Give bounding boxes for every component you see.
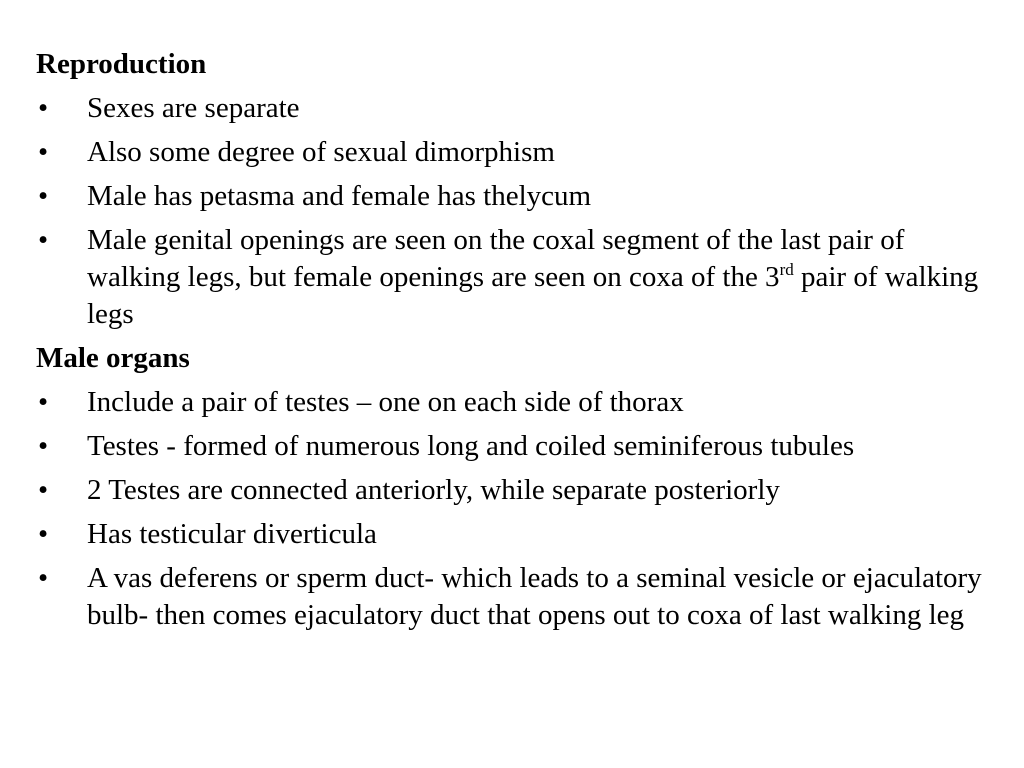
section-heading-male-organs: Male organs xyxy=(36,342,190,374)
list-item xyxy=(36,178,996,215)
list-item xyxy=(36,472,996,509)
bullet-text-tail: pair of walking legs xyxy=(87,261,979,330)
bullet-text: Include a pair of testes – one on each side of thorax xyxy=(87,386,684,418)
bullet-icon: • xyxy=(38,386,49,418)
reproduction-bullet-list xyxy=(36,90,996,333)
list-item xyxy=(36,222,996,333)
bullet-icon: • xyxy=(38,136,49,168)
section-heading-reproduction: Reproduction xyxy=(36,48,207,80)
bullet-text-main: Male genital openings are seen on the coxal segment of the last pair of walking legs, but female openings are seen on coxa of the 3 xyxy=(87,224,905,293)
bullet-icon: • xyxy=(38,562,49,594)
list-item xyxy=(36,560,996,634)
bullet-text: Also some degree of sexual dimorphism xyxy=(87,136,555,168)
bullet-icon: • xyxy=(38,518,49,550)
bullet-text: Testes - formed of numerous long and coiled seminiferous tubules xyxy=(87,430,855,462)
bullet-icon: • xyxy=(38,224,49,256)
list-item xyxy=(36,428,996,465)
bullet-icon: • xyxy=(38,180,49,212)
bullet-icon: • xyxy=(38,474,49,506)
list-item xyxy=(36,516,996,553)
ordinal-suffix: rd xyxy=(779,260,794,279)
list-item xyxy=(36,90,996,127)
bullet-text: Male has petasma and female has thelycum xyxy=(87,180,592,212)
bullet-text: A vas deferens or sperm duct- which leads to a seminal vesicle or ejaculatory bulb- then comes ejaculatory duct that opens out to coxa of last walking leg xyxy=(87,562,982,631)
bullet-icon: • xyxy=(38,92,49,124)
male-organs-bullet-list xyxy=(36,384,996,634)
bullet-text xyxy=(87,224,978,330)
bullet-icon: • xyxy=(38,430,49,462)
bullet-text: Sexes are separate xyxy=(87,92,300,124)
list-item xyxy=(36,134,996,171)
bullet-text: 2 Testes are connected anteriorly, while separate posteriorly xyxy=(87,474,780,506)
list-item xyxy=(36,384,996,421)
bullet-text: Has testicular diverticula xyxy=(87,518,377,550)
slide-content xyxy=(36,46,996,641)
